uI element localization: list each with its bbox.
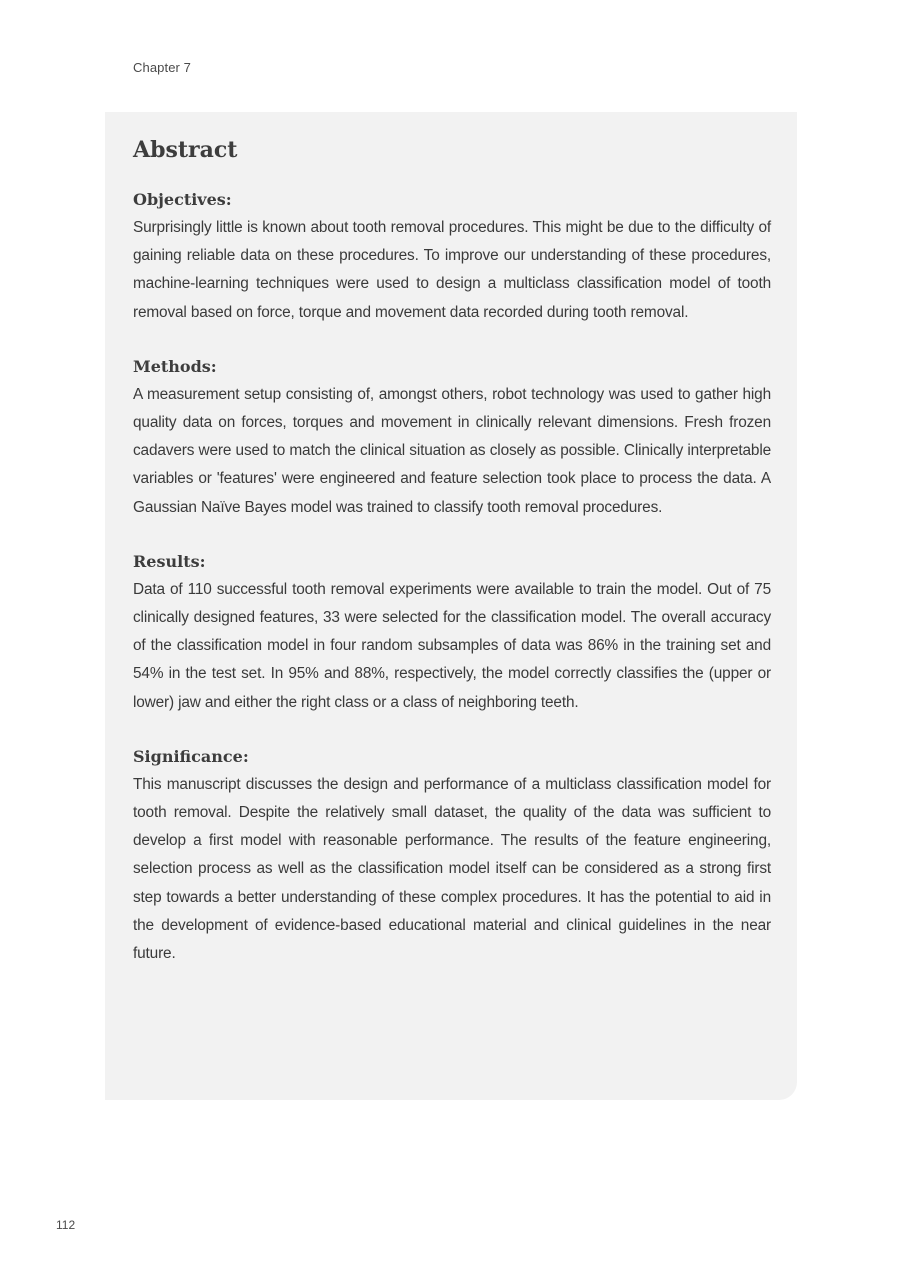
section-significance: [133, 745, 771, 968]
section-heading: Objectives:: [133, 190, 232, 209]
section-body: A measurement setup consisting of, amongst others, robot technology was used to gather high quality data on forces, torques and movement in clinically relevant dimensions. Fresh frozen cadavers were used to match the clinical situation as closely as possible. Clinically interpretable variables or 'features' were engineered and feature selection took place to process the data. A Gaussian Naïve Bayes model was trained to classify tooth removal procedures.: [133, 385, 771, 516]
section-objectives: [133, 188, 771, 327]
abstract-title: Abstract: [133, 137, 238, 163]
section-body: Data of 110 successful tooth removal experiments were available to train the model. Out of 75 clinically designed features, 33 were selected for the classification model. The overall accuracy of the classification model in four random subsamples of data was 86% in the training set and 54% in the test set. In 95% and 88%, respectively, the model correctly classifies the (upper or lower) jaw and either the right class or a class of neighboring teeth.: [133, 580, 771, 711]
section-heading: Significance:: [133, 746, 249, 766]
abstract-box: [105, 112, 797, 1100]
running-head: Chapter 7: [133, 60, 191, 75]
section-heading: Methods:: [133, 356, 217, 376]
section-methods: [133, 355, 771, 522]
section-results: [133, 550, 771, 717]
section-heading: Results:: [133, 551, 206, 571]
section-body: Surprisingly little is known about tooth removal procedures. This might be due to the difficulty of gaining reliable data on these procedures. To improve our understanding of these procedures, machine-learning techniques were used to design a multiclass classification model of tooth removal based on force, torque and movement data recorded during tooth removal.: [133, 219, 771, 321]
page-number: 112: [56, 1218, 76, 1232]
section-body: This manuscript discusses the design and performance of a multiclass classification model for tooth removal. Despite the relatively small dataset, the quality of the data was sufficient to develop a first model with reasonable performance. The results of the feature engineering, selection process as well as the classification model itself can be considered as a strong first step towards a better understanding of these complex procedures. It has the potential to aid in the development of evidence-based educational material and clinical guidelines in the near future.: [133, 775, 771, 963]
